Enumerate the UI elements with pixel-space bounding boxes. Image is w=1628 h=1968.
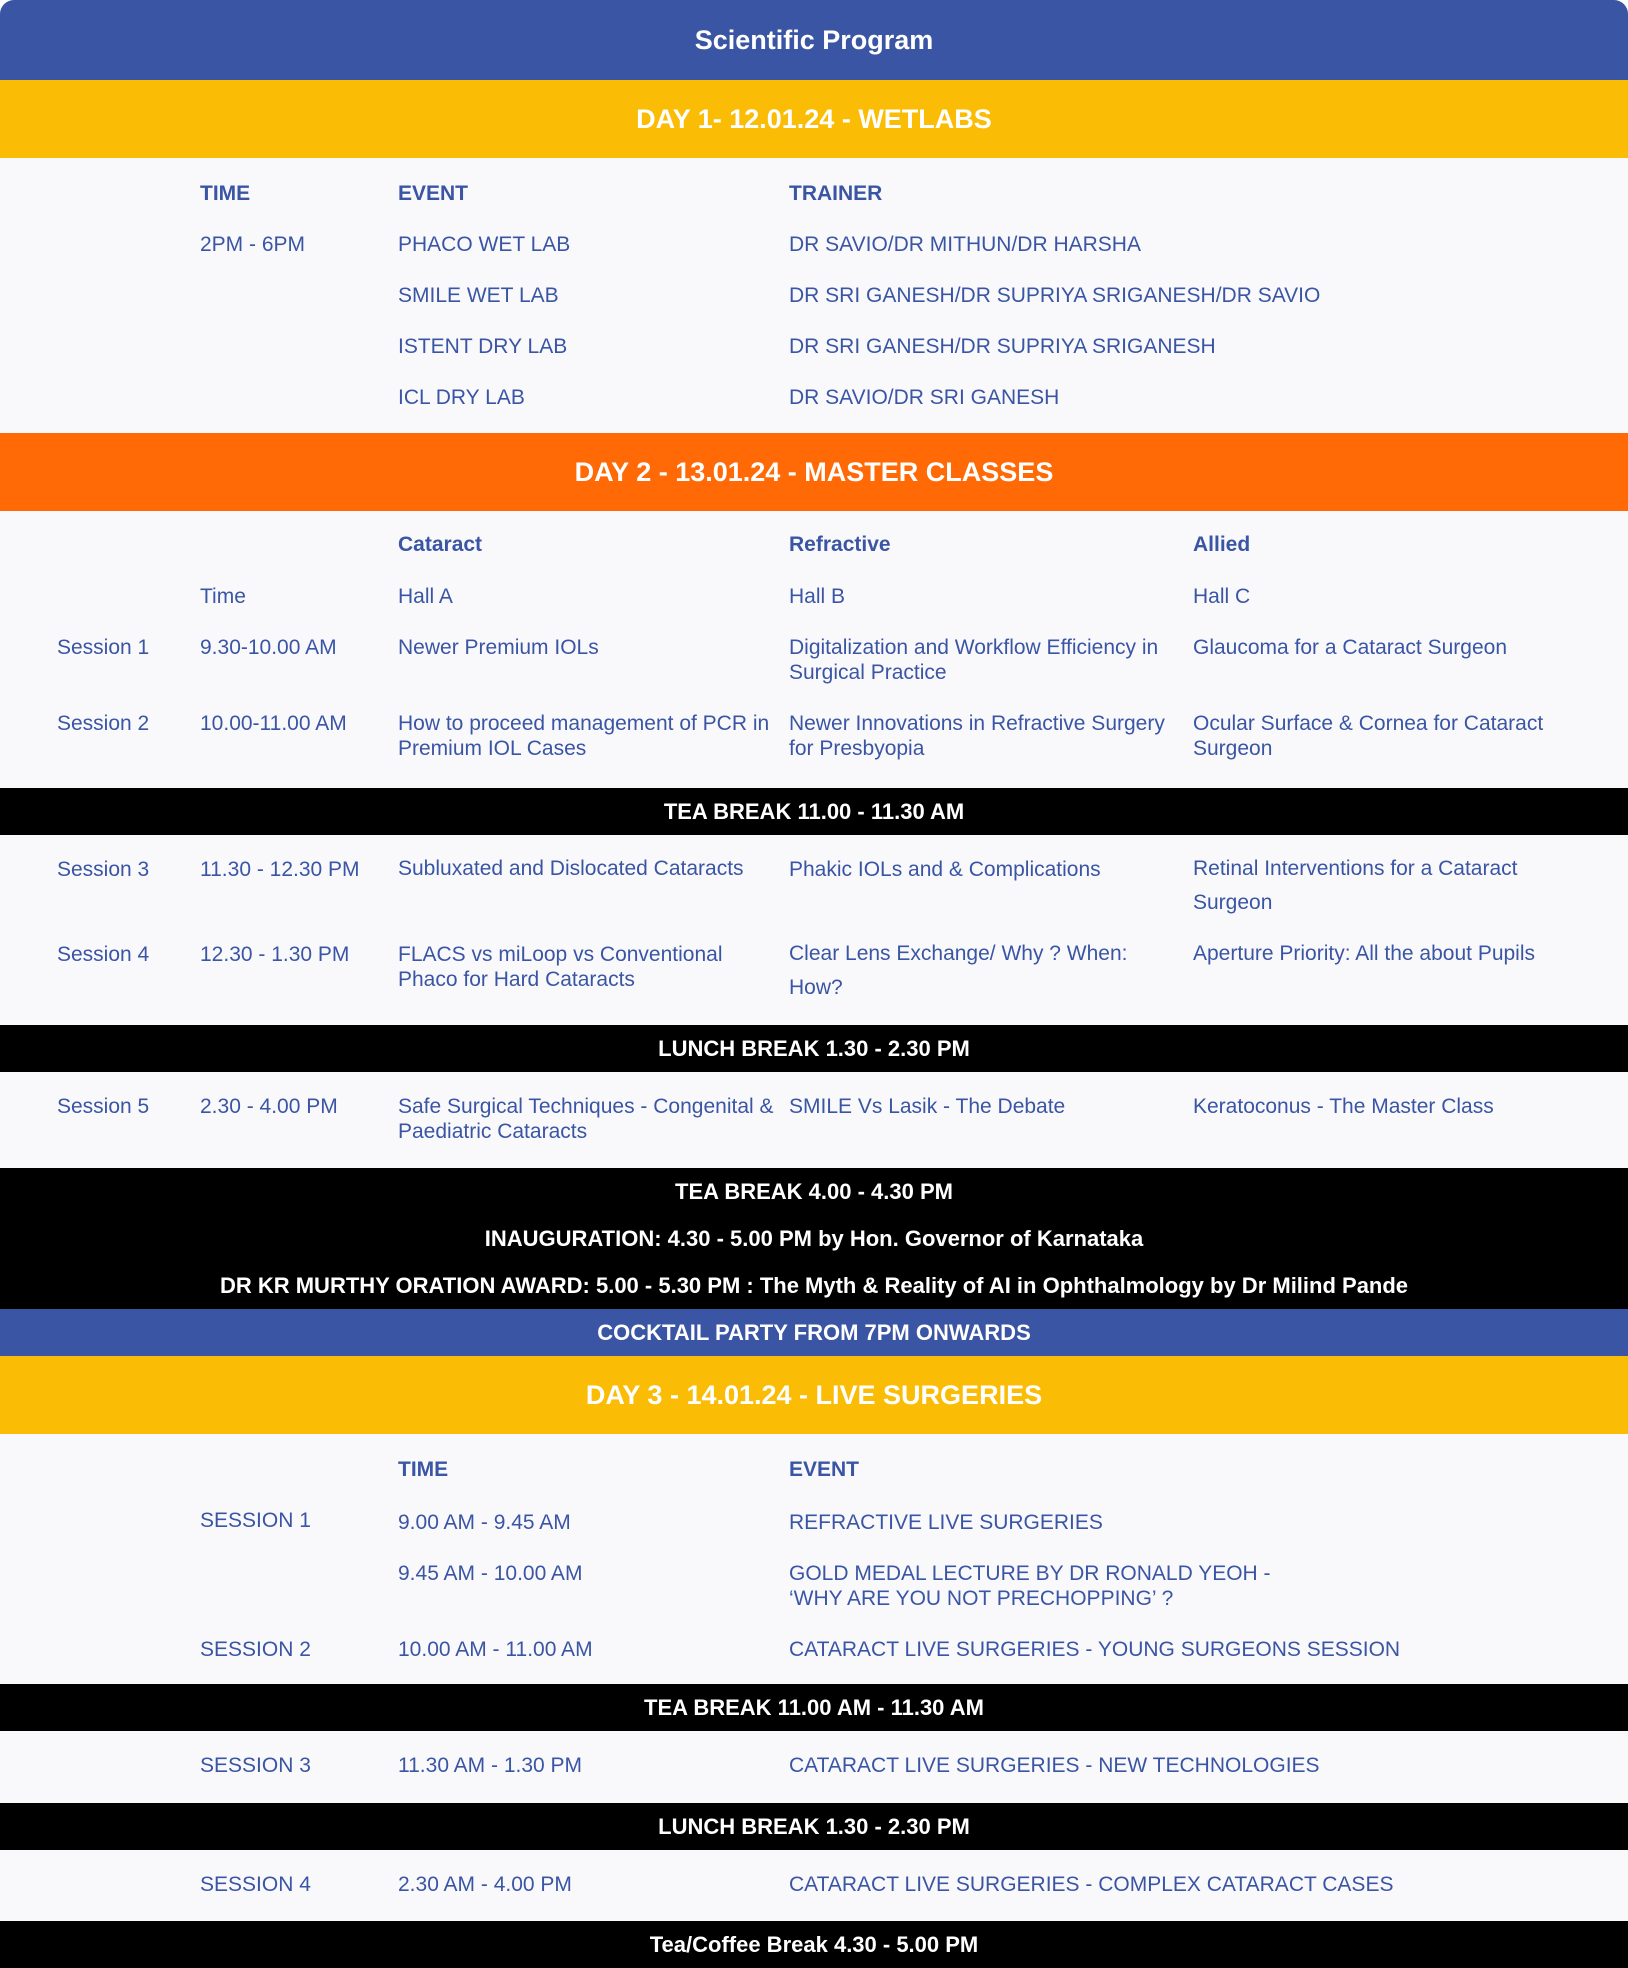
day3-time: 9.45 AM - 10.00 AM — [398, 1562, 583, 1585]
session-hall-a: Safe Surgical Techniques - Congenital & Paediatric Cataracts — [398, 1095, 774, 1143]
tea-break-banner: TEA BREAK 11.00 AM - 11.30 AM — [0, 1684, 1628, 1731]
day2-table-part2 — [0, 835, 1628, 1025]
day3-event: REFRACTIVE LIVE SURGERIES — [789, 1511, 1103, 1534]
session-hall-a: Subluxated and Dislocated Cataracts — [398, 857, 744, 880]
day2-table-part1 — [0, 511, 1628, 788]
day3-time-header: TIME — [398, 1458, 449, 1481]
day3-time: 11.30 AM - 1.30 PM — [398, 1754, 583, 1777]
day3-time: 9.00 AM - 9.45 AM — [398, 1511, 571, 1534]
session-hall-a: FLACS vs miLoop vs Conventional Phaco for Hard Cataracts — [398, 943, 723, 991]
day3-heading: DAY 3 - 14.01.24 - LIVE SURGERIES — [0, 1356, 1628, 1434]
session-label: Session 5 — [57, 1095, 150, 1118]
day3-event-header: EVENT — [789, 1458, 860, 1481]
day3-table-part2 — [0, 1731, 1628, 1803]
inauguration-banner: INAUGURATION: 4.30 - 5.00 PM by Hon. Governor of Karnataka — [0, 1215, 1628, 1262]
session-time: 9.30-10.00 AM — [200, 636, 337, 659]
session-hall-a: How to proceed management of PCR in Premium IOL Cases — [398, 712, 770, 760]
page-title: Scientific Program — [0, 0, 1628, 80]
session-hall-c: Keratoconus - The Master Class — [1193, 1095, 1494, 1118]
lunch-break-banner: LUNCH BREAK 1.30 - 2.30 PM — [0, 1025, 1628, 1072]
session-hall-b: Digitalization and Workflow Efficiency in Surgical Practice — [789, 636, 1159, 684]
day3-event: CATARACT LIVE SURGERIES - COMPLEX CATARACT CASES — [789, 1873, 1394, 1896]
track-refractive: Refractive — [789, 533, 891, 556]
day1-event-header: EVENT — [398, 182, 469, 205]
day2-table-part3 — [0, 1072, 1628, 1168]
session-hall-c: Aperture Priority: All the about Pupils — [1193, 942, 1536, 965]
session-time: 10.00-11.00 AM — [200, 712, 347, 735]
session-label: Session 2 — [57, 712, 150, 735]
session-hall-b: Phakic IOLs and & Complications — [789, 858, 1101, 881]
session-hall-b: Newer Innovations in Refractive Surgery for Presbyopia — [789, 712, 1165, 760]
day3-session: SESSION 1 — [200, 1509, 311, 1532]
day1-row-event: ICL DRY LAB — [398, 386, 525, 409]
oration-banner: DR KR MURTHY ORATION AWARD: 5.00 - 5.30 PM : The Myth & Reality of AI in Ophthalmology by Dr Milind Pande — [0, 1262, 1628, 1309]
session-time: 12.30 - 1.30 PM — [200, 943, 350, 966]
day1-trainer-header: TRAINER — [789, 182, 883, 205]
coffee-break-banner: Tea/Coffee Break 4.30 - 5.00 PM — [0, 1921, 1628, 1968]
day1-heading: DAY 1- 12.01.24 - WETLABS — [0, 80, 1628, 158]
tea-break-banner: TEA BREAK 4.00 - 4.30 PM — [0, 1168, 1628, 1215]
day3-session: SESSION 4 — [200, 1873, 311, 1896]
day3-time: 10.00 AM - 11.00 AM — [398, 1638, 593, 1661]
session-hall-b: Clear Lens Exchange/ Why ? When: How? — [789, 942, 1128, 999]
cocktail-banner: COCKTAIL PARTY FROM 7PM ONWARDS — [0, 1309, 1628, 1356]
session-hall-b: SMILE Vs Lasik - The Debate — [789, 1095, 1066, 1118]
hall-a: Hall A — [398, 585, 453, 608]
session-hall-c: Retinal Interventions for a Cataract Surgeon — [1193, 857, 1518, 914]
hall-c: Hall C — [1193, 585, 1251, 608]
day1-row-trainer: DR SRI GANESH/DR SUPRIYA SRIGANESH/DR SAVIO — [789, 284, 1321, 307]
day3-event: GOLD MEDAL LECTURE BY DR RONALD YEOH - ‘WHY ARE YOU NOT PRECHOPPING’ ? — [789, 1562, 1271, 1610]
session-hall-c: Glaucoma for a Cataract Surgeon — [1193, 636, 1507, 659]
session-hall-c: Ocular Surface & Cornea for Cataract Surgeon — [1193, 712, 1544, 760]
day1-row-trainer: DR SAVIO/DR MITHUN/DR HARSHA — [789, 233, 1141, 256]
track-cataract: Cataract — [398, 533, 483, 556]
tea-break-banner: TEA BREAK 11.00 - 11.30 AM — [0, 788, 1628, 835]
session-hall-a: Newer Premium IOLs — [398, 636, 599, 659]
day1-row-trainer: DR SRI GANESH/DR SUPRIYA SRIGANESH — [789, 335, 1216, 358]
session-label: Session 1 — [57, 636, 150, 659]
hall-b: Hall B — [789, 585, 846, 608]
time-header: Time — [200, 585, 246, 608]
day3-time: 2.30 AM - 4.00 PM — [398, 1873, 572, 1896]
day1-row-time: 2PM - 6PM — [200, 233, 306, 256]
session-label: Session 4 — [57, 943, 150, 966]
day3-event: CATARACT LIVE SURGERIES - YOUNG SURGEONS SESSION — [789, 1638, 1401, 1661]
day3-session: SESSION 2 — [200, 1638, 311, 1661]
day3-table-part1 — [0, 1434, 1628, 1684]
session-label: Session 3 — [57, 858, 150, 881]
lunch-break-banner: LUNCH BREAK 1.30 - 2.30 PM — [0, 1803, 1628, 1850]
day3-session: SESSION 3 — [200, 1754, 311, 1777]
session-time: 2.30 - 4.00 PM — [200, 1095, 338, 1118]
day1-table — [0, 158, 1628, 433]
day1-row-event: PHACO WET LAB — [398, 233, 571, 256]
day3-event: CATARACT LIVE SURGERIES - NEW TECHNOLOGIES — [789, 1754, 1320, 1777]
day1-row-trainer: DR SAVIO/DR SRI GANESH — [789, 386, 1060, 409]
session-time: 11.30 - 12.30 PM — [200, 858, 360, 881]
day2-heading: DAY 2 - 13.01.24 - MASTER CLASSES — [0, 433, 1628, 511]
day1-row-event: ISTENT DRY LAB — [398, 335, 568, 358]
track-allied: Allied — [1193, 533, 1251, 556]
day1-time-header: TIME — [200, 182, 251, 205]
day3-table-part3 — [0, 1850, 1628, 1921]
day1-row-event: SMILE WET LAB — [398, 284, 559, 307]
